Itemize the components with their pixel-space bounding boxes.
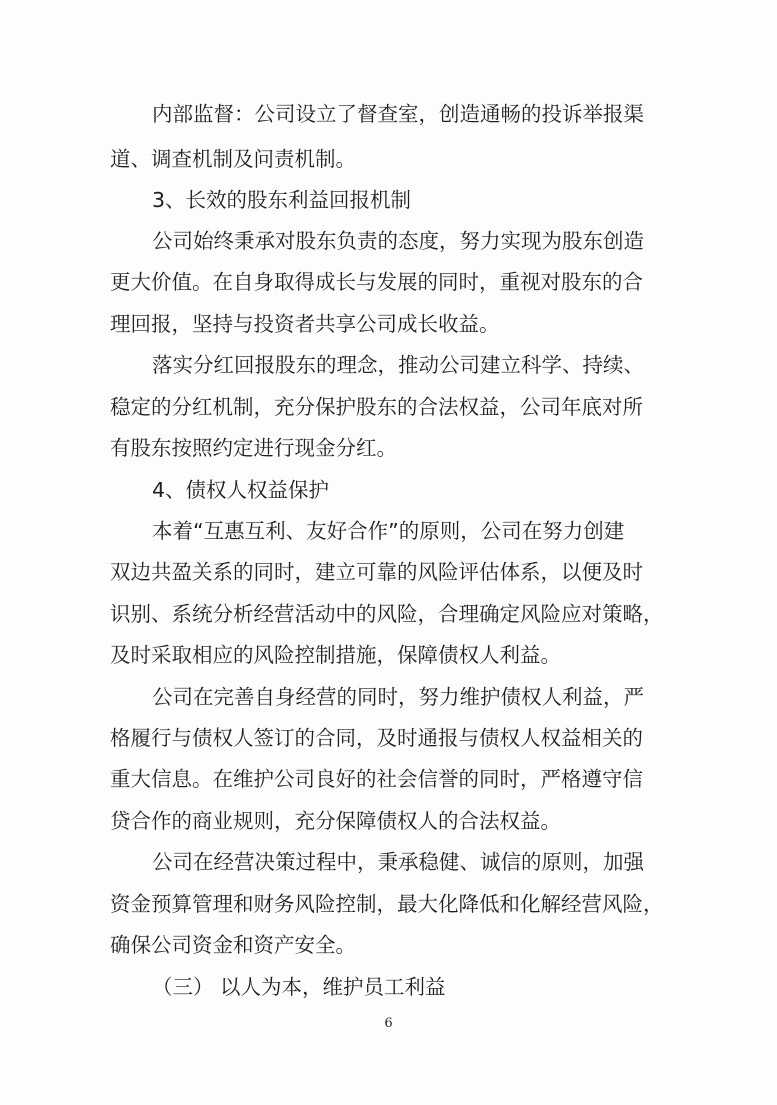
text-line: 资金预算管理和财务风险控制，最大化降低和化解经营风险， [110,892,664,916]
text-line: 及时采取相应的风险控制措施，保障债权人利益。 [110,643,561,667]
text-line: 更大价值。在自身取得成长与发展的同时，重视对股东的合 [110,270,643,294]
text-line: 有股东按照约定进行现金分红。 [110,436,397,460]
text-line: 识别、系统分析经营活动中的风险，合理确定风险应对策略， [110,602,664,626]
page-number: 6 [384,1016,393,1031]
text-line: 公司在完善自身经营的同时，努力维护债权人利益，严 [152,685,644,709]
text-line: 本着“互惠互利、友好合作”的原则，公司在努力创建 [152,519,625,543]
text-line: 贷合作的商业规则，充分保障债权人的合法权益。 [110,809,561,833]
text-line: 落实分红回报股东的理念，推动公司建立科学、持续、 [152,353,644,377]
text-line: 双边共盈关系的同时，建立可靠的风险评估体系，以便及时 [110,560,643,584]
text-line: 稳定的分红机制，充分保护股东的合法权益，公司年底对所 [110,395,643,419]
section-heading: （三） 以人为本，维护员工利益 [152,975,446,999]
text-line: 重大信息。在维护公司良好的社会信誉的同时，严格遵守信 [110,767,643,791]
text-line: 公司始终秉承对股东负责的态度，努力实现为股东创造 [152,229,644,253]
text-line: 格履行与债权人签订的合同，及时通报与债权人权益相关的 [110,726,643,750]
section-heading: 4、债权人权益保护 [152,478,330,502]
text-line: 公司在经营决策过程中，秉承稳健、诚信的原则，加强 [152,850,644,874]
section-heading: 3、长效的股东利益回报机制 [152,188,412,212]
text-line: 确保公司资金和资产安全。 [110,933,356,957]
text-line: 道、调查机制及问责机制。 [110,147,356,171]
text-line: 理回报，坚持与投资者共享公司成长收益。 [110,312,500,336]
text-line: 内部监督：公司设立了督查室，创造通畅的投诉举报渠 [152,102,644,126]
